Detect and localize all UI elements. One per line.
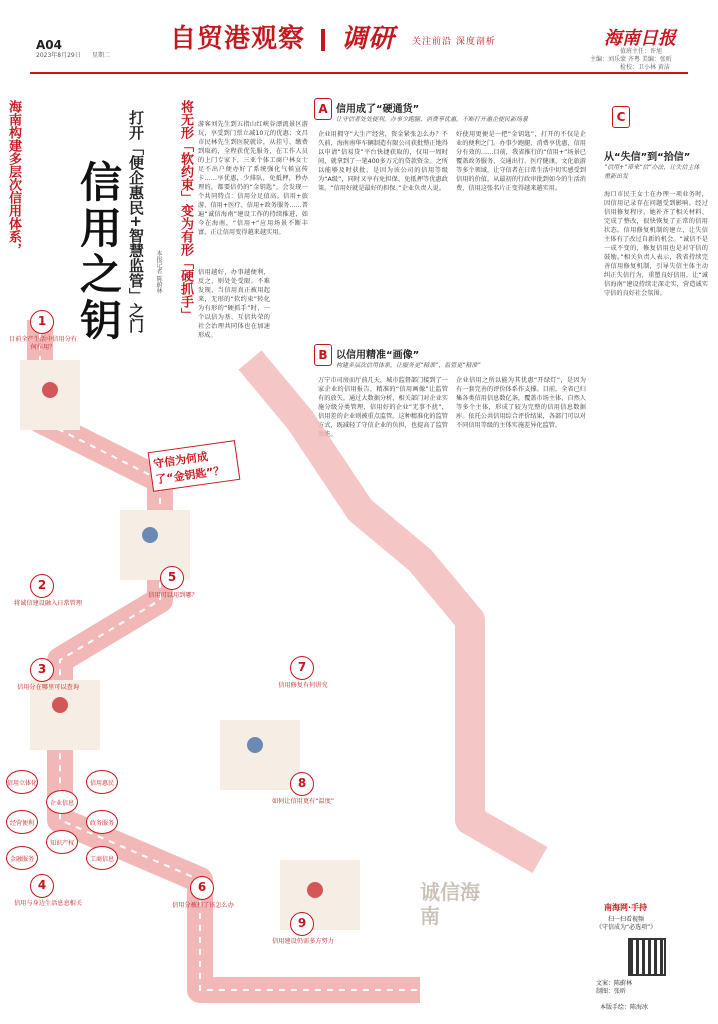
editor-info-2: 主编：刘乐蒙 齐粤 美编：张昕 xyxy=(590,56,672,63)
section-b-subtitle: 构建多层次信用体系，让服务更“精准”、监管更“精准” xyxy=(336,362,481,369)
path-node-3: 3 xyxy=(30,658,54,682)
path-node-9-caption: 信用建设仍需多方努力 xyxy=(272,938,334,945)
pill-credit-people: 信用惠民 xyxy=(86,770,118,794)
section-b-badge: B xyxy=(314,344,332,366)
pill-ip: 知识产权 xyxy=(46,830,78,854)
lead-byline: 本报记者 陈蔚林 xyxy=(155,250,162,294)
lead-kicker-2: 将无形「软约束」变为有形「硬抓手」 xyxy=(178,100,193,321)
section-title xyxy=(170,18,395,55)
qr-caption-1: 扫一扫看视频 xyxy=(608,916,645,923)
lead-kicker: 海南构建多层次信用体系， xyxy=(6,100,21,256)
path-node-1: 1 xyxy=(30,310,54,334)
header-rule xyxy=(30,72,688,74)
lead-subtitle: 打开「便企惠民+智慧监管」之门 xyxy=(127,110,145,333)
path-node-7: 7 xyxy=(290,656,314,680)
section-b-col1: 万宁市司房而厅前几天，城市监督部门接到了一家企业的信用报告，精准的“信用画像”让监管有的放矢。通过大数据分析，相关部门对企业实施分级分类管理，信用好的企业“无事不扰”，信用差的企业则被重点监管。这种精准化的监管方式，既减轻了守信企业的负担，也提高了监管效能。 xyxy=(318,377,448,438)
path-road xyxy=(40,320,420,990)
credit-illustration: 本版手绘：陈海冰 xyxy=(600,1004,649,1011)
section-b-col2: 企业信用之所以能为其优惠“开绿灯”，是因为有一套完善的评价体系作支撑。目前，全省已归集各类信用信息数亿条，覆盖市场主体、自然人等多个主体，形成了较为完整的信用信息数据库。依托公共信用综合评价结果，各部门可以对不同信用等级的主体实施差异化监管。 xyxy=(456,377,586,429)
path-node-4-caption: 信用与身边生活息息相关 xyxy=(13,900,83,907)
pill-business: 经营便利 xyxy=(6,810,38,834)
path-node-2-caption: 将诚信建设融入日常管理 xyxy=(13,600,83,607)
pill-commerce-info: 工商信息 xyxy=(86,846,118,870)
figure-person-2 xyxy=(142,527,158,543)
section-a-title: 信用成了“硬通货” xyxy=(336,104,420,115)
section-a-col2: 好使用更便是一把“金钥匙”，打开的不仅是企业的便利之门。办事少跑腿，消费享优惠，信用分有效的……目前，我省推行的“信用+”场景已覆盖政务服务、交通出行、医疗健康、文化旅游等多个领域，让守信者在日常生活中切实感受到信用的价值。从最初的行政审批到如今的生活消费，信用这张名片正变得越来越实用。 xyxy=(456,131,586,192)
section-c-subtitle: “信用+”带来“信”办法，让失信主体重新出发 xyxy=(604,164,700,180)
path-node-9: 9 xyxy=(290,912,314,936)
figure-block-4 xyxy=(220,720,300,790)
page-date: 2023年8月29日 xyxy=(36,52,81,59)
pill-credit-3d: 信用立体化 xyxy=(6,770,38,794)
path-node-3-caption: 信用分在哪里可以查询 xyxy=(17,684,79,691)
qr-code[interactable] xyxy=(628,938,666,976)
path-road-center xyxy=(40,320,420,990)
section-a-col1: 企业用拥守“大生产经营，资金紧张怎么办？不久前，海南南华车辆制造有限公司获批整正地得以申请“信易贷”平台快捷获取的，仅用一周时间，就拿到了一笔400多万元的贷款资金。之所以能够及时获批，是因为该公司的信用等级为“A级”，同时又享有免担保、免抵押等优惠政策。“信用好就是最好的担保。”企业负责人说。 xyxy=(318,131,448,192)
path-node-7-caption: 信用修复有何讲究 xyxy=(278,682,328,689)
pill-enterprise-info: 企业信息 xyxy=(46,790,78,814)
section-title-sub: 调研 xyxy=(341,24,396,54)
section-b-title: 以信用精准“画像” xyxy=(336,350,420,361)
title-divider xyxy=(321,29,325,51)
figure-person-1 xyxy=(42,382,58,398)
path-node-8: 8 xyxy=(290,772,314,796)
section-title-main: 自贸港观察 xyxy=(170,24,306,54)
section-c-body: 海口市民王女士在办理一项业务时，因信用记录存在问题受到影响。经过信用修复程序，她补齐了相关材料、完成了整改，很快恢复了正常的信用状态。信用修复机制的建立，让失信主体有了改过自新的机会。“诚信不是一成不变的，修复信用也是对守信的鼓励。”相关负责人表示，我省持续完善信用修复机制，引导失信主体主动纠正失信行为，重塑良好信用，让“诚信海南”建设持续走深走实，营造诚实守信的良好社会氛围。 xyxy=(604,191,708,297)
section-c-title: 从“失信”到“拾信” xyxy=(604,152,691,163)
figure-person-4 xyxy=(247,737,263,753)
path-node-1-caption: 目前全产生活中信用分有何作用？ xyxy=(8,336,78,351)
path-node-2: 2 xyxy=(30,574,54,598)
path-node-8-caption: 如何让信用更有“温度” xyxy=(271,798,335,805)
masthead xyxy=(0,0,718,71)
lead-intro-left: 信用越好，办事越便利，反之，则处处受限。不难发现，当信用真正被用起来，无形的“软约束”转化为有形的“硬抓手”时，一个以信为基、互信共荣的社会治理共同体也在加速形成。 xyxy=(198,269,270,339)
section-a-subtitle: 让守信者处处便利，办事少跑腿、消费享优惠，不断打开惠企便民新场景 xyxy=(336,116,529,123)
credit-writer: 文案：陈蔚林 xyxy=(596,980,633,987)
pill-gov-service: 政务服务 xyxy=(86,810,118,834)
lead-intro-right: 游客刘先生到五指山红峡谷漂流景区游玩，享受到门票立减10元的优惠；文昌市民林先生到医院就诊，从挂号、缴费到取药，全程获优先服务，在工作人员的上门专家下，三亚个体工商户林女士足不出户便办好了系统强化气候宣传卡……享优惠，少排队，免抵押，秒办理的，都要倍仍的“金钥匙”，会发现一个共同特点：信用分足值高。信用+旅游、信用+医疗、信用+政务服务……普遍“诚信海南”建设工作的持续推进，如今在海南，“信用+”应用场景不断丰富，正让信用变得越来越实用。 xyxy=(198,121,308,236)
path-node-4: 4 xyxy=(30,874,54,898)
path-node-6-caption: 信用分被扣了该怎么办 xyxy=(172,902,234,909)
paper-logo: 海南日报 xyxy=(604,28,676,49)
slogan: 关注前沿 深度剖析 xyxy=(412,37,496,47)
editor-info-3: 检校：卫小林 黄洁 xyxy=(620,64,670,71)
figure-person-3 xyxy=(52,697,68,713)
path-node-5-caption: 信用可以用到哪？ xyxy=(148,592,198,599)
section-c-badge: C xyxy=(612,106,630,128)
editor-info-1: 值班主任：许旭 xyxy=(620,48,663,55)
integrity-stamp: 诚信海南 xyxy=(420,880,480,928)
lead-title: 信用之钥 xyxy=(74,160,123,344)
path-node-6: 6 xyxy=(190,876,214,900)
pill-finance: 金融服务 xyxy=(6,846,38,870)
figure-person-5 xyxy=(307,882,323,898)
footer-logo: 南海网·手持 xyxy=(604,903,648,912)
path-banner: 守信为何成了“金钥匙”？ xyxy=(148,440,241,492)
page-weekday: 星期二 xyxy=(92,52,111,59)
section-a-badge: A xyxy=(314,98,332,120)
qr-caption-2: 《守信成为“必选项”》 xyxy=(596,924,657,931)
page-code: A04 xyxy=(36,38,62,52)
path-node-5: 5 xyxy=(160,566,184,590)
credit-graphics: 制图：张昕 xyxy=(596,988,627,995)
